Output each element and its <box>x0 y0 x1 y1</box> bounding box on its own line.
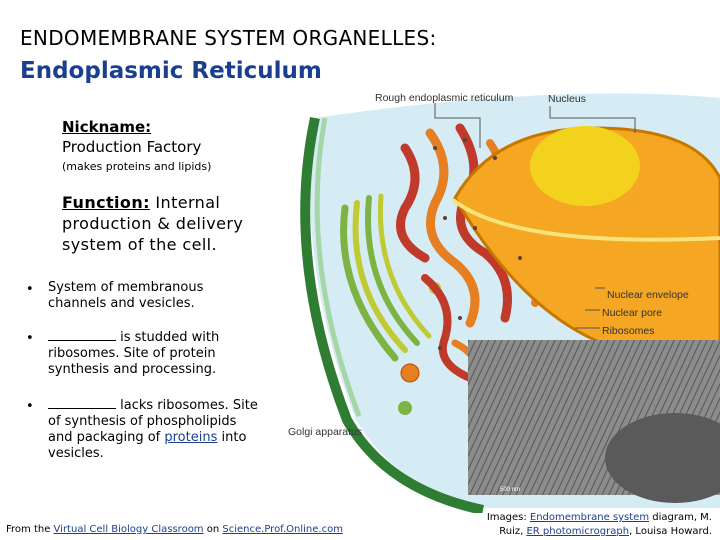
footer-right-pre: Images: <box>486 512 530 523</box>
bullet-3-text-1: lacks ribosomes. Site of synthesis of phospholipids and packaging of <box>48 398 258 445</box>
page-title: Endoplasmic Reticulum <box>20 58 322 84</box>
footer-right-mid: diagram, M. Ruiz, <box>499 512 712 537</box>
endomembrane-diagram-link[interactable]: Endomembrane system <box>529 512 650 523</box>
function-text: Internal production & delivery system of the cell. <box>62 193 244 254</box>
header-line: ENDOMEMBRANE SYSTEM ORGANELLES: <box>20 26 437 50</box>
function-block <box>62 192 272 255</box>
vesicle <box>398 401 412 415</box>
label-golgi: Golgi apparatus <box>288 426 363 438</box>
micrograph-caption: 500 nm <box>500 487 521 493</box>
er-photomicrograph-link[interactable]: ER photomicrograph <box>526 526 630 537</box>
nickname-label: Nickname: <box>62 118 152 136</box>
proteins-link[interactable]: proteins <box>164 430 218 445</box>
label-ribosomes: Ribosomes <box>602 325 655 337</box>
bullet-2-text: is studded with ribosomes. Site of protein synthesis and processing. <box>48 330 220 377</box>
footer-left-pre: From the <box>6 524 54 535</box>
bullet-marker: • <box>26 282 34 297</box>
bullet-3-text-2: into vesicles. <box>48 430 247 461</box>
fill-in-blank[interactable] <box>48 329 116 341</box>
scienceprofonline-link[interactable]: Science.Prof.Online.com <box>222 524 343 535</box>
virtual-classroom-link[interactable]: Virtual Cell Biology Classroom <box>53 524 204 535</box>
function-label: Function: <box>62 193 150 212</box>
label-nucleus: Nucleus <box>548 93 586 105</box>
endomembrane-diagram <box>255 88 720 513</box>
footer-left <box>6 524 343 535</box>
label-rough-er: Rough endoplasmic reticulum <box>375 92 514 104</box>
bullet-marker: • <box>26 331 34 346</box>
bullet-2 <box>48 329 258 378</box>
nickname-value: Production Factory <box>62 138 202 156</box>
footer-right-post: , Louisa Howard. <box>629 526 712 537</box>
bullet-3 <box>48 397 258 462</box>
bullet-1-text: System of membranous channels and vesicles. <box>48 280 204 311</box>
bullet-marker: • <box>26 399 34 414</box>
label-nuclear-pore: Nuclear pore <box>602 307 663 319</box>
nucleolus <box>530 126 640 206</box>
fill-in-blank[interactable] <box>48 397 116 409</box>
footer-left-mid: on <box>203 524 223 535</box>
nickname-note: (makes proteins and lipids) <box>62 160 212 173</box>
footer-right <box>476 511 712 539</box>
label-nuclear-envelope: Nuclear envelope <box>607 289 689 301</box>
vesicle <box>401 364 419 382</box>
